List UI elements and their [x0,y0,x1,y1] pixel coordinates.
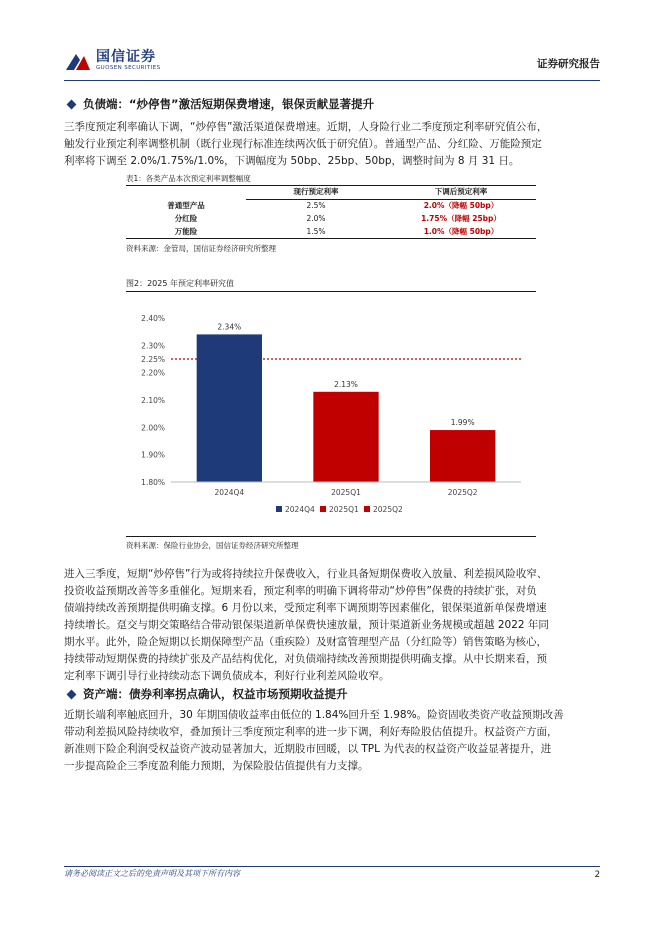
text-line: 债端持续改善预期提供明确支撑。6 月份以来，受预定利率下调预期等因素催化，银保渠道新单保费增速 [64,602,547,614]
table-cell-category: 普通型产品 [167,201,205,210]
y-tick-label: 2.00% [141,423,165,433]
table-cell-adjusted: 1.75%（降幅 25bp） [421,214,501,223]
footer-divider [64,866,600,867]
figure-source: 资料来源：保险行业协会，国信证券经济研究所整理 [126,541,299,550]
bar-value-label: 2.34% [217,322,242,332]
bar-value-label: 2.13% [334,379,358,389]
text-line: 投资收益预期改善等多重催化。短期来看，预定利率的明确下调将带动“炒停售”保费的持续扩张，对负 [64,585,537,597]
bar [197,334,262,482]
table-cell-adjusted: 1.0%（降幅 50bp） [386,225,536,238]
text-line: 持续带动短期保费的持续扩张及产品结构优化，对负债端持续改善预期提供明确支撑。从中长期来看，预 [64,653,547,665]
legend-label: 2025Q1 [329,505,359,514]
footer-disclaimer: 请务必阅读正文之后的免责声明及其项下所有内容 [64,869,240,878]
diamond-bullet-icon [67,689,77,699]
table-header-row [126,185,536,199]
x-tick-label: 2024Q4 [214,488,245,497]
rate-adjustment-table [126,185,536,239]
y-tick-label: 2.10% [141,396,165,405]
rate-bar-chart [126,300,536,525]
text-line: 带动利差损风险持续收窄，叠加预计三季度预定利率的进一步下调，利好寿险股估值提升。权益资产方面， [64,726,558,738]
table-cell-adjusted: 2.0%（降幅 50bp） [423,201,499,211]
logo-text-en: GUOSEN SECURITIES [96,65,161,71]
table-header: 下调后预定利率 [386,185,536,199]
legend-swatch [276,506,282,512]
bar [313,392,378,482]
text-line: 持续增长。趸交与期交策略结合带动银保渠道新单保费快速放量，预计渠道新业务规模或超越 2022 年同 [64,619,549,631]
text-line: 定利率下调引导行业持续动态下调负债成本，利好行业利差风险收窄。 [64,670,390,682]
section-title-assets [64,686,348,702]
y-tick-label: 1.90% [141,450,165,460]
diamond-bullet-icon [67,99,77,109]
x-tick-label: 2025Q1 [331,488,361,497]
table-cell-current: 2.0% [306,214,326,223]
paragraph-asset-side [64,707,600,775]
table-cell-category: 万能险 [126,225,246,238]
page-header [64,44,600,78]
text-line: 一步提高险企三季度盈利能力预期，为保险股估值提供有力支撑。 [64,760,369,772]
y-tick-label: 2.30% [141,341,165,351]
table-cell-category: 分红险 [174,214,198,223]
table-header: 现行预定利率 [246,185,386,199]
logo-text-cn: 国信证券 [96,49,156,65]
bar-value-label: 1.99% [450,418,475,428]
table-cell-current: 2.5% [306,201,326,211]
paragraph-rate-adjustment [64,119,600,170]
y-tick-label: 2.40% [141,314,165,323]
figure-top-rule [126,291,536,292]
legend-swatch [364,506,370,512]
paragraph-premium-outlook [64,566,600,685]
text-line: 近期长端利率触底回升，30 年期国债收益率由低位的 1.84%回升至 1.98%。险资固收类资产收益预期改善 [64,709,564,721]
logo-mark-icon [64,46,92,74]
legend-label: 2025Q2 [373,505,403,514]
text-line: 三季度预定利率确认下调，“炒停售”激活渠道保费增速。近期，人身险行业二季度预定利率研究值公布， [64,121,548,133]
section-title-text: 负债端：“炒停售”激活短期保费增速，银保贡献显著提升 [83,97,375,111]
figure-bottom-rule [126,536,536,537]
company-logo [64,44,194,78]
page-number: 2 [594,870,600,880]
section-title-liabilities [64,96,374,112]
table-cell-current: 1.5% [246,225,386,238]
table-row [126,212,536,225]
legend-swatch [320,506,326,512]
table-caption: 表1：各类产品本次预定利率调整幅度 [126,174,251,183]
text-line: 新准则下险企利润受权益资产波动显著加大，近期股市回暖，以 TPL 为代表的权益资产收益显著提升，进 [64,743,552,755]
header-divider [64,80,600,81]
y-tick-label: 2.25% [141,355,165,364]
table-row [126,199,536,212]
x-tick-label: 2025Q2 [447,488,478,497]
bar [430,430,495,482]
legend-label: 2024Q4 [285,505,315,514]
text-line: 触发行业预定利率调整机制（既行业现行标准连续两次低于研究值）。普通型产品、分红险、万能险预定 [64,138,542,150]
text-line: 进入三季度，短期“炒停售”行为或将持续拉升保费收入，行业具备短期保费收入放量、利差损风险收窄、 [64,568,548,580]
y-tick-label: 2.20% [141,368,165,378]
table-row [126,225,536,238]
section-title-text: 资产端：债券利率拐点确认，权益市场预期收益提升 [83,687,348,701]
text-line: 利率将下调至 2.0%/1.75%/1.0%，下调幅度为 50bp、25bp、50bp，调整时间为 8 月 31 日。 [64,155,520,167]
y-tick-label: 1.80% [141,478,165,487]
table-source: 资料来源：金管局，国信证券经济研究所整理 [126,244,276,253]
table-header [126,185,246,199]
text-line: 期水平。此外，险企短期以长期保障型产品（重疾险）及财富管理型产品（分红险等）销售策略为核心， [64,636,547,648]
report-type: 证券研究报告 [537,58,600,70]
figure-caption: 图2：2025 年预定利率研究值 [126,279,234,288]
